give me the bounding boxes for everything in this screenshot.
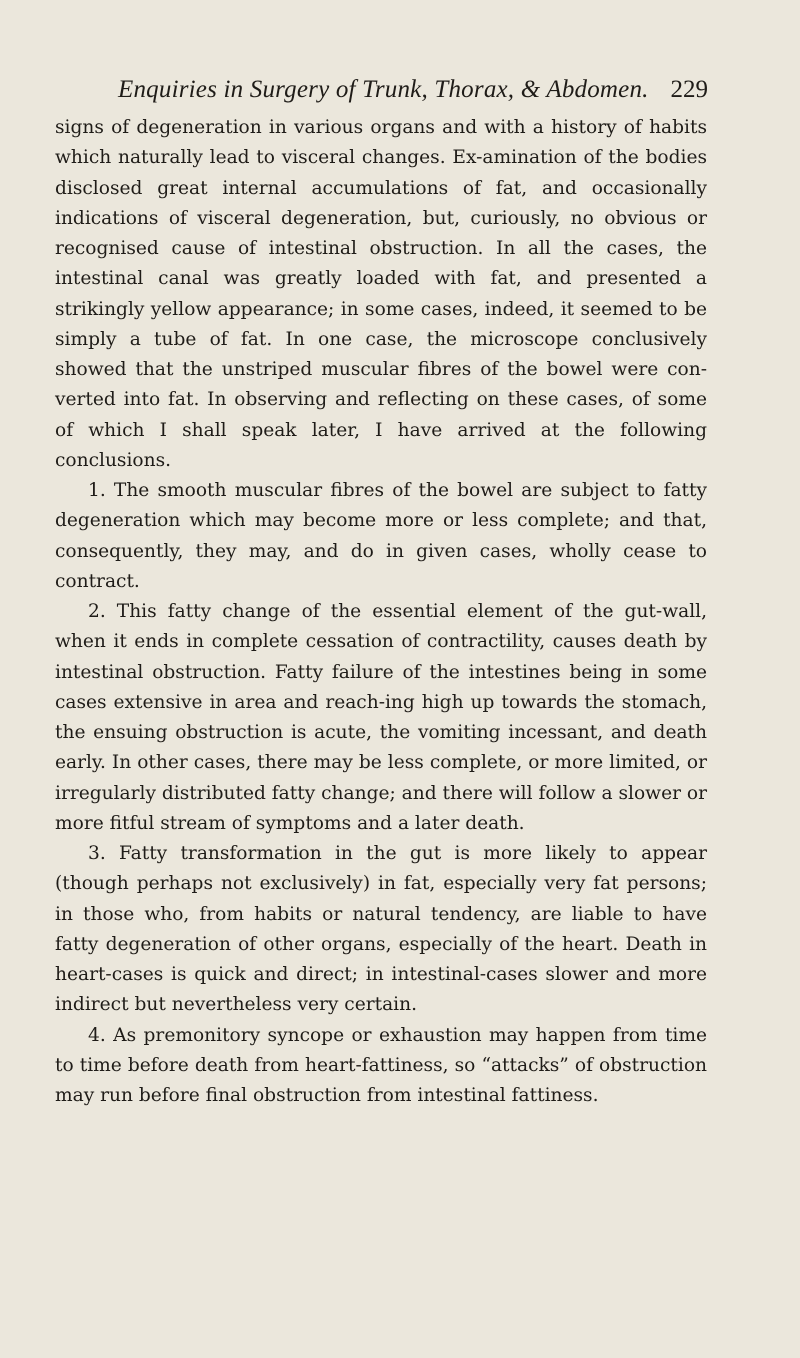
paragraph-intro: signs of degeneration in various organs and with a history of habits which naturally lead to visceral changes. Ex-amination of the bodies disclosed great internal accumulations of fat, and occasionally indications of visceral degeneration, but, curiously, no obvious or recognised cause of intestinal obstruction. In all the cases, the intestinal canal was greatly loaded with fat, and presented a strikingly yellow appearance; in some cases, indeed, it seemed to be simply a tube of fat. In one case, the microscope conclusively showed that the unstriped muscular fibres of the bowel were con-verted into fat. In observing and reflecting on these cases, of some of which I shall speak later, I have arrived at the following conclusions. xyxy=(55,117,707,471)
running-title: Enquiries in Surgery of Trunk, Thorax, & Abdomen. xyxy=(118,76,649,103)
body-text xyxy=(55,113,707,1111)
conclusion-2: 2. This fatty change of the essential element of the gut-wall, when it ends in complete cessation of contractility, causes death by intestinal obstruction. Fatty failure of the intestines being in some cases extensive in area and reach-ing high up towards the stomach, the ensuing obstruction is acute, the vomiting incessant, and death early. In other cases, there may be less complete, or more limited, or irregularly distributed fatty change; and there will follow a slower or more fitful stream of symptoms and a later death. xyxy=(55,601,707,834)
page-number: 229 xyxy=(670,76,708,103)
conclusion-3: 3. Fatty transformation in the gut is more likely to appear (though perhaps not exclusively) in fat, especially very fat persons; in those who, from habits or natural tendency, are liable to have fatty degeneration of other organs, especially of the heart. Death in heart-cases is quick and direct; in intestinal-cases slower and more indirect but nevertheless very certain. xyxy=(55,843,707,1016)
running-head xyxy=(118,76,708,110)
conclusion-1: 1. The smooth muscular fibres of the bowel are subject to fatty degeneration which may become more or less complete; and that, consequently, they may, and do in given cases, wholly cease to contract. xyxy=(55,480,707,592)
conclusion-4: 4. As premonitory syncope or exhaustion may happen from time to time before death from heart-fattiness, so “attacks” of obstruction may run before final obstruction from intestinal fattiness. xyxy=(55,1024,707,1106)
